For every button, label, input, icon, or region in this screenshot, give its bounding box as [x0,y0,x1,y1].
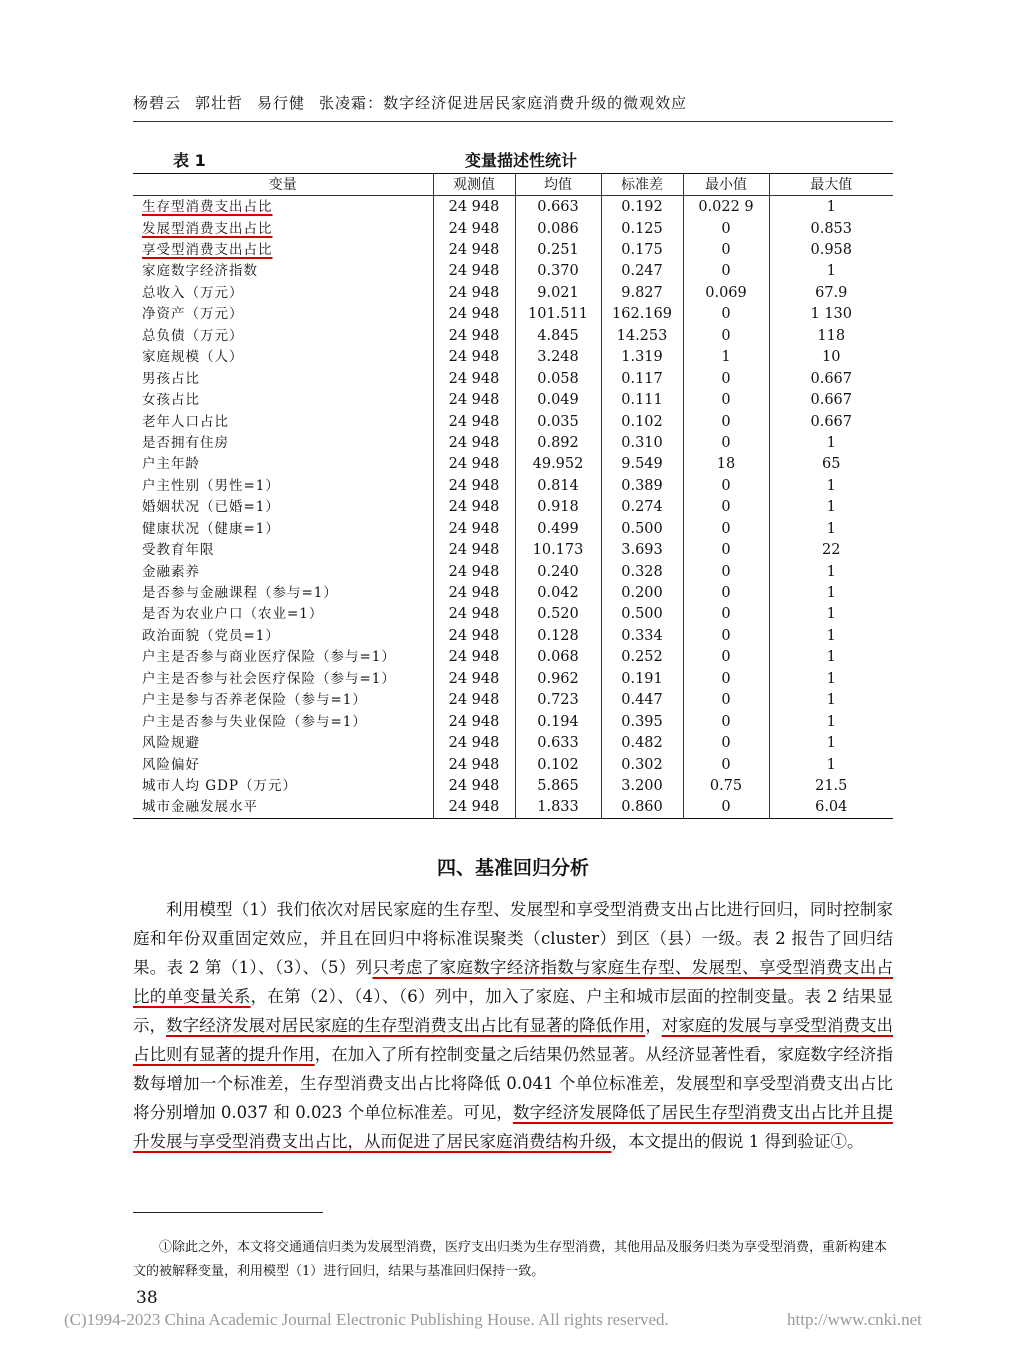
variable-name: 受教育年限 [142,542,215,559]
table-cell: 24 948 [433,797,515,819]
table-cell: 10 [769,347,893,368]
table-cell: 24 948 [433,690,515,711]
variable-name-cell [133,497,433,518]
table-row [133,604,893,625]
text-segment: ，本文提出的假说 1 得到验证①。 [611,1132,864,1151]
variable-name-cell [133,561,433,582]
table-cell: 0 [683,411,769,432]
table-row [133,368,893,389]
table-cell: 0.240 [515,561,601,582]
author-name: 杨碧云 [133,94,182,112]
article-title: 数字经济促进居民家庭消费升级的微观效应 [383,94,688,112]
variable-name-cell [133,347,433,368]
table-cell: 1 [769,604,893,625]
table-cell: 0 [683,625,769,646]
variable-name: 老年人口占比 [142,413,229,430]
table-cell: 0.035 [515,411,601,432]
table-cell: 0 [683,368,769,389]
table-cell: 24 948 [433,282,515,303]
table-cell: 0 [683,754,769,775]
table-cell: 1 [769,647,893,668]
table-cell: 24 948 [433,775,515,796]
variable-name: 户主是否参与失业保险（参与=1） [142,713,367,730]
table-cell: 0.328 [601,561,683,582]
table-row [133,582,893,603]
table-cell: 14.253 [601,325,683,346]
variable-name: 政治面貌（党员=1） [142,627,280,644]
variable-name-cell [133,647,433,668]
table-cell: 0 [683,797,769,819]
variable-name: 净资产（万元） [142,306,244,323]
table-cell: 24 948 [433,454,515,475]
table-cell: 101.511 [515,304,601,325]
table-cell: 0.068 [515,647,601,668]
variable-name-cell [133,432,433,453]
table-cell: 24 948 [433,261,515,282]
variable-name: 生存型消费支出占比 [142,199,273,216]
table-cell: 0.500 [601,604,683,625]
table-cell: 24 948 [433,389,515,410]
copyright-watermark: (C)1994-2023 China Academic Journal Electronic Publishing House. All rights reserved. [64,1310,669,1329]
table-cell: 0.111 [601,389,683,410]
table-cell: 0.194 [515,711,601,732]
author-name: 郭壮哲 [195,94,244,112]
table-cell: 0.175 [601,239,683,260]
variable-name-cell [133,196,433,218]
table-row [133,754,893,775]
table-cell: 24 948 [433,218,515,239]
table-cell: 1 [769,196,893,218]
underlined-text-segment: 对家庭的发展与享受型消费支出占比则有显著的提升作用 [133,1016,894,1064]
table-cell: 1 [769,625,893,646]
variable-name-cell [133,625,433,646]
table-cell: 0.389 [601,475,683,496]
column-header: 均值 [515,174,601,196]
table-cell: 22 [769,539,893,560]
variable-name-cell [133,282,433,303]
table-cell: 24 948 [433,411,515,432]
table-row [133,625,893,646]
table-cell: 0 [683,325,769,346]
variable-name: 享受型消费支出占比 [142,242,273,259]
variable-name: 金融素养 [142,563,200,580]
variable-name-cell [133,475,433,496]
variable-name-cell [133,604,433,625]
table-cell: 1 [769,432,893,453]
table-cell: 0.918 [515,497,601,518]
table-cell: 24 948 [433,668,515,689]
table-cell: 0.370 [515,261,601,282]
table-cell: 24 948 [433,539,515,560]
table-caption [133,148,893,170]
variable-name: 户主年龄 [142,456,200,473]
table-cell: 3.200 [601,775,683,796]
table-cell: 0.75 [683,775,769,796]
table-row [133,497,893,518]
table-cell: 0.667 [769,389,893,410]
table-cell: 0 [683,690,769,711]
section-heading: 四、基准回归分析 [436,857,589,879]
variable-name-cell [133,368,433,389]
variable-name-cell [133,325,433,346]
table-row [133,325,893,346]
variable-name: 户主是否参与社会医疗保险（参与=1） [142,670,396,687]
table-row [133,561,893,582]
underlined-text-segment: 只考虑了家庭数字经济指数与家庭生存型、发展型、享受型消费支出占比的单变量关系 [133,958,894,1006]
variable-name-cell [133,239,433,260]
table-cell: 24 948 [433,475,515,496]
table-cell: 0 [683,218,769,239]
table-cell: 0.102 [515,754,601,775]
table-cell: 0.500 [601,518,683,539]
variable-name: 风险规避 [142,735,200,752]
text-segment: ， [645,1016,662,1035]
table-cell: 0.310 [601,432,683,453]
table-cell: 24 948 [433,625,515,646]
variable-name-cell [133,518,433,539]
text-segment: 利用模型（1）我们依次对居民家庭的生存型、发展型和享受型消费支出占比进行回归，同时控制家庭和年份双重固定效应，并且在回归中将标准误聚类（cluster）到区（县）一级。表 2 报告了回归结果。表 2 第（1）、（3）、（5）列 [133,900,893,977]
table-row [133,432,893,453]
table-cell: 0.200 [601,582,683,603]
table-cell: 24 948 [433,304,515,325]
table-row [133,454,893,475]
table-cell: 24 948 [433,518,515,539]
table-cell: 0.042 [515,582,601,603]
variable-name: 发展型消费支出占比 [142,220,273,237]
table-cell: 1 [769,582,893,603]
table-cell: 24 948 [433,368,515,389]
table-cell: 0 [683,561,769,582]
table-cell: 0.395 [601,711,683,732]
table-row [133,389,893,410]
table-cell: 0.125 [601,218,683,239]
table-cell: 1 [769,668,893,689]
table-number: 表 1 [173,151,206,170]
table-cell: 24 948 [433,196,515,218]
table-cell: 65 [769,454,893,475]
variable-name-cell [133,454,433,475]
column-header: 最大值 [769,174,893,196]
underlined-text-segment: 数字经济发展降低了居民生存型消费支出占比并且提升发展与享受型消费支出占比，从而促进了居民家庭消费结构升级 [133,1103,894,1151]
variable-name: 城市金融发展水平 [142,799,258,816]
table-row [133,732,893,753]
variable-name-cell [133,411,433,432]
variable-name: 女孩占比 [142,392,200,409]
table-cell: 67.9 [769,282,893,303]
author-name: 易行健 [257,94,306,112]
table-row [133,668,893,689]
table-cell: 24 948 [433,754,515,775]
author-name: 张凌霜 [319,94,368,112]
table-cell: 9.549 [601,454,683,475]
table-cell: 24 948 [433,497,515,518]
table-row [133,282,893,303]
table-header-row [133,174,893,196]
table-cell: 1 [769,261,893,282]
variable-name-cell [133,261,433,282]
variable-name-cell [133,711,433,732]
table-cell: 0 [683,582,769,603]
table-cell: 24 948 [433,325,515,346]
table-cell: 0.058 [515,368,601,389]
footnote-divider [133,1212,323,1213]
table-cell: 0 [683,239,769,260]
table-row [133,261,893,282]
table-cell: 6.04 [769,797,893,819]
table-cell: 1 [769,497,893,518]
variable-name: 城市人均 GDP（万元） [142,777,297,794]
table-cell: 24 948 [433,604,515,625]
variable-name: 户主是否参与商业医疗保险（参与=1） [142,649,396,666]
table-cell: 1 [769,690,893,711]
table-row [133,218,893,239]
variable-name: 总收入（万元） [142,284,244,301]
table-cell: 0.302 [601,754,683,775]
table-cell: 118 [769,325,893,346]
table-cell: 1.833 [515,797,601,819]
table-cell: 3.248 [515,347,601,368]
table-cell: 3.693 [601,539,683,560]
page-number: 38 [136,1288,158,1308]
table-cell: 1 [769,754,893,775]
table-cell: 0.049 [515,389,601,410]
variable-name: 健康状况（健康=1） [142,520,280,537]
table-cell: 0.128 [515,625,601,646]
table-cell: 0.520 [515,604,601,625]
table-cell: 9.021 [515,282,601,303]
text-segment: ，在第（2）、（4）、（6）列中，加入了家庭、户主和城市层面的控制变量。表 2 结果显示， [133,987,894,1035]
variable-name-cell [133,690,433,711]
table-cell: 5.865 [515,775,601,796]
table-cell: 0.667 [769,368,893,389]
variable-name-cell [133,775,433,796]
table-cell: 0.192 [601,196,683,218]
table-row [133,775,893,796]
table-cell: 0 [683,604,769,625]
table-cell: 0 [683,539,769,560]
table-cell: 0.086 [515,218,601,239]
table-title: 变量描述性统计 [465,151,578,170]
site-url-watermark: http://www.cnki.net [787,1310,922,1329]
table-cell: 1 [769,711,893,732]
table-cell: 0 [683,304,769,325]
table-cell: 9.827 [601,282,683,303]
table-cell: 0.191 [601,668,683,689]
table-cell: 0 [683,668,769,689]
variable-name-cell [133,218,433,239]
table-cell: 0.633 [515,732,601,753]
table-cell: 0.723 [515,690,601,711]
table-row [133,239,893,260]
table-row [133,347,893,368]
table-cell: 0.102 [601,411,683,432]
table-body [133,196,893,819]
table-cell: 21.5 [769,775,893,796]
table-cell: 1 [769,732,893,753]
table-cell: 24 948 [433,732,515,753]
table-cell: 1 [683,347,769,368]
table-cell: 0 [683,497,769,518]
table-row [133,196,893,218]
variable-name: 男孩占比 [142,370,200,387]
table-cell: 0 [683,389,769,410]
running-header: 杨碧云 郭壮哲 易行健 张凌霜：数字经济促进居民家庭消费升级的微观效应 [133,92,893,122]
table-row [133,475,893,496]
table-row [133,539,893,560]
table-cell: 1.319 [601,347,683,368]
table-cell: 0.482 [601,732,683,753]
column-header: 观测值 [433,174,515,196]
variable-name-cell [133,304,433,325]
table-cell: 0.334 [601,625,683,646]
table-cell: 0.247 [601,261,683,282]
variable-name: 是否为农业户口（农业=1） [142,606,324,623]
variable-name: 是否参与金融课程（参与=1） [142,585,338,602]
table-cell: 0.274 [601,497,683,518]
table-cell: 4.845 [515,325,601,346]
variable-name-cell [133,668,433,689]
table-cell: 1 [769,475,893,496]
table-row [133,304,893,325]
table-cell: 1 [769,518,893,539]
table-cell: 162.169 [601,304,683,325]
table-cell: 0 [683,732,769,753]
text-segment: ，在加入了所有控制变量之后结果仍然显著。从经济显著性看，家庭数字经济指数每增加一个标准差，生存型消费支出占比将降低 0.041 个单位标准差，发展型和享受型消费支出占比将分别增加 0.037 和 0.023 个单位标准差。可见， [133,1045,894,1122]
table-cell: 0 [683,261,769,282]
table-cell: 0.251 [515,239,601,260]
table-row [133,690,893,711]
variable-name-cell [133,582,433,603]
variable-name-cell [133,732,433,753]
table-cell: 0 [683,475,769,496]
table-cell: 0.022 9 [683,196,769,218]
table-cell: 0.499 [515,518,601,539]
table-row [133,647,893,668]
table-row [133,411,893,432]
table-cell: 49.952 [515,454,601,475]
table-cell: 18 [683,454,769,475]
footnote: ①除此之外，本文将交通通信归类为发展型消费，医疗支出归类为生存型消费，其他用品及服务归类为享受型消费，重新构建本文的被解释变量，利用模型（1）进行回归，结果与基准回归保持一致。 [133,1240,888,1279]
table-cell: 24 948 [433,647,515,668]
table-cell: 24 948 [433,432,515,453]
table-cell: 0.958 [769,239,893,260]
table-cell: 24 948 [433,582,515,603]
table-cell: 0.860 [601,797,683,819]
table-cell: 0.663 [515,196,601,218]
descriptive-stats-table [133,173,893,819]
variable-name-cell [133,754,433,775]
variable-name-cell [133,797,433,819]
table-cell: 1 130 [769,304,893,325]
variable-name-cell [133,389,433,410]
table-cell: 10.173 [515,539,601,560]
table-cell: 0.117 [601,368,683,389]
variable-name: 家庭数字经济指数 [142,263,258,280]
column-header: 标准差 [601,174,683,196]
table-cell: 0.814 [515,475,601,496]
table-cell: 0 [683,647,769,668]
table-cell: 0.962 [515,668,601,689]
body-paragraph [133,895,893,1156]
underlined-text-segment: 数字经济发展对居民家庭的生存型消费支出占比有显著的降低作用 [166,1016,646,1035]
table-cell: 0 [683,711,769,732]
table-row [133,797,893,819]
table-cell: 0.069 [683,282,769,303]
table-cell: 0.853 [769,218,893,239]
column-header: 最小值 [683,174,769,196]
variable-name: 户主是参与否养老保险（参与=1） [142,692,367,709]
table-cell: 24 948 [433,561,515,582]
table-cell: 0.667 [769,411,893,432]
table-cell: 24 948 [433,347,515,368]
table-row [133,518,893,539]
table-cell: 0.252 [601,647,683,668]
variable-name: 是否拥有住房 [142,434,229,451]
table-cell: 1 [769,561,893,582]
column-header: 变量 [133,174,433,196]
variable-name: 总负债（万元） [142,327,244,344]
variable-name-cell [133,539,433,560]
table-cell: 0.447 [601,690,683,711]
variable-name: 风险偏好 [142,756,200,773]
variable-name: 家庭规模（人） [142,349,244,366]
table-cell: 0 [683,518,769,539]
table-cell: 0.892 [515,432,601,453]
table-cell: 24 948 [433,711,515,732]
table-cell: 0 [683,432,769,453]
table-row [133,711,893,732]
table-cell: 24 948 [433,239,515,260]
variable-name: 户主性别（男性=1） [142,477,280,494]
variable-name: 婚姻状况（已婚=1） [142,499,280,516]
